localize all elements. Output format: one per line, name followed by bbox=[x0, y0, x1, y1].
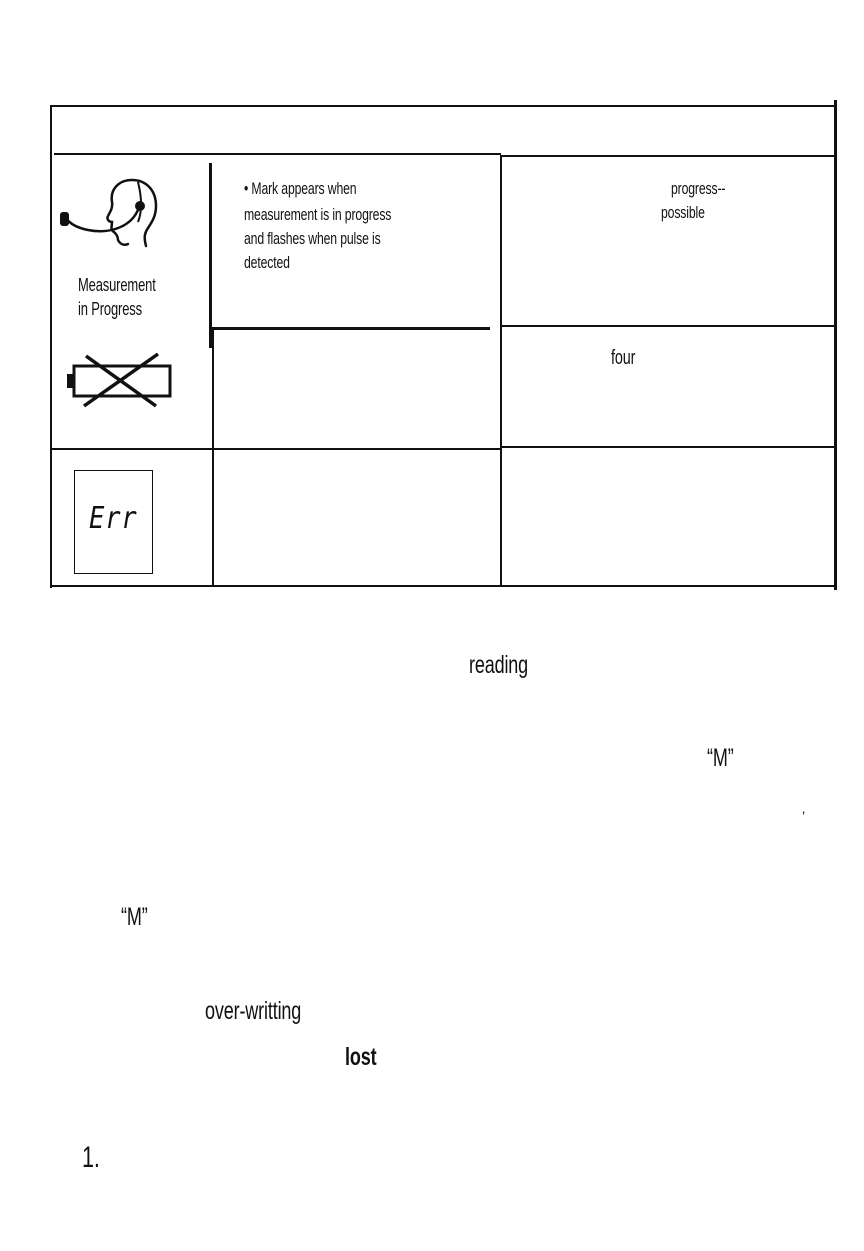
col-divider-2 bbox=[500, 155, 502, 586]
row1-divider-mid bbox=[212, 327, 490, 330]
row2-divider-left bbox=[52, 448, 212, 450]
row1-divider-right bbox=[502, 325, 835, 327]
remedy-fragment: possible bbox=[661, 203, 705, 222]
step-number: 1. bbox=[82, 1141, 100, 1174]
description-line: and flashes when pulse is bbox=[244, 229, 381, 248]
description-line: measurement is in progress bbox=[244, 205, 392, 224]
symbol-caption-line1: Measurement bbox=[78, 275, 156, 295]
head-pulse-icon bbox=[58, 168, 178, 258]
table-right-border bbox=[834, 100, 837, 590]
battery-crossed-icon bbox=[64, 352, 176, 410]
text-fragment-lost: lost bbox=[345, 1043, 377, 1071]
text-fragment-m: “M” bbox=[121, 903, 148, 931]
remedy-fragment: progress-- bbox=[671, 179, 726, 198]
description-line: • Mark appears when bbox=[244, 179, 357, 198]
error-display-icon bbox=[74, 470, 153, 574]
text-fragment-m: “M” bbox=[707, 744, 734, 772]
header-divider-right bbox=[502, 155, 835, 157]
col-divider-1b bbox=[212, 330, 214, 586]
table-left-border bbox=[50, 105, 52, 588]
table-bottom-border bbox=[50, 585, 837, 587]
description-line: detected bbox=[244, 253, 290, 272]
row2-divider-right bbox=[502, 446, 835, 448]
error-display-text: Err bbox=[89, 501, 138, 536]
table-top-border bbox=[50, 105, 837, 107]
row2-divider-mid bbox=[212, 448, 501, 450]
header-divider-left bbox=[54, 153, 501, 155]
col-divider-1a bbox=[209, 163, 212, 348]
remedy-fragment: four bbox=[611, 347, 636, 369]
text-fragment-comma: ‚ bbox=[802, 800, 806, 816]
text-fragment-reading: reading bbox=[469, 651, 529, 679]
symbol-caption-line2: in Progress bbox=[78, 299, 142, 319]
text-fragment-overwriting: over-writting bbox=[205, 997, 302, 1025]
